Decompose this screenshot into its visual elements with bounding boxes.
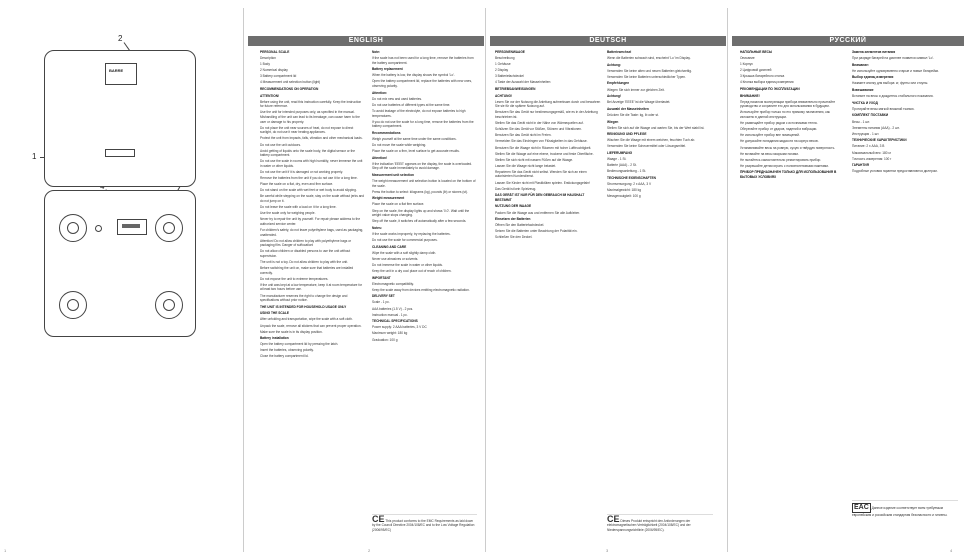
- paragraph: Unpack the scale, remove all stickers that can prevent proper operation.: [260, 323, 362, 328]
- section-heading: ГАРАНТИЯ: [852, 163, 869, 168]
- page-number: 1: [4, 548, 7, 553]
- display-brand-text: BARRE: [109, 68, 124, 73]
- section-heading: ВНИМАНИЕ!: [740, 93, 760, 98]
- paragraph: Точность измерения: 100 г: [852, 156, 892, 161]
- english-header: ENGLISH: [248, 36, 484, 46]
- paragraph: Не используйте прибор вне помещений.: [740, 133, 800, 138]
- paragraph: Verwenden Sie keine alten und neuen Batterien gleichzeitig.: [607, 68, 692, 73]
- paragraph: Messgenauigkeit: 100 g: [607, 194, 641, 199]
- section-heading: Recommendations: [372, 130, 401, 135]
- paragraph: Never try to repair the unit by yourself. For repair please address to the authorized service center.: [260, 217, 361, 226]
- section-heading: DAS GERÄT IST NUR FÜR DEN GEBRAUCH IM HAUSHALT BESTIMMT: [495, 193, 585, 202]
- paragraph: Step off the scale, it switches off automatically after a few seconds.: [372, 219, 467, 224]
- callout-1: 1: [32, 152, 37, 161]
- paragraph: Use the scale only for weighing people.: [260, 211, 316, 216]
- russian-column-1: [740, 48, 844, 510]
- unit-button-icon: [95, 225, 102, 232]
- deutsch-column-2: [607, 48, 713, 510]
- paragraph: Lassen Sie Kinder nicht mit Plastiktüten spielen. Erstickungsgefahr!: [495, 180, 591, 185]
- callout-2: 2: [118, 34, 123, 43]
- section-heading: Взвешивание: [852, 88, 874, 93]
- section-heading: PERSONAL SCALE: [260, 50, 290, 54]
- paragraph: Do not allow children or disabled persons to use the unit without supervision.: [260, 249, 351, 258]
- paragraph: Не разрешайте детям играть с полиэтиленовыми пакетами.: [740, 163, 829, 168]
- paragraph: For children's safety, do not leave polyethylene bags, used as packaging, unattended.: [260, 227, 364, 237]
- paragraph: Open the battery compartment lid by pressing the latch.: [260, 342, 339, 347]
- section-heading: REINIGUNG UND PFLEGE: [607, 132, 647, 137]
- paragraph: Be careful while stepping on the scale, stay on the scale without jerks and do not jump on it.: [260, 194, 365, 203]
- divider: [485, 8, 486, 552]
- paragraph: 4 Measurement unit selection button (light): [260, 80, 321, 85]
- paragraph: Beschreibung: [495, 56, 515, 61]
- paragraph: Insert the batteries, observing polarity.: [260, 348, 314, 353]
- paragraph: Используйте прибор только по его прямому назначению, как изложено в данной инструкции.: [740, 110, 830, 120]
- scale-bottom-view: [44, 190, 196, 337]
- paragraph: Встаньте на весы и дождитесь стабильного показания.: [852, 94, 934, 99]
- paragraph: Power supply: 2 AAA batteries, 3 V DC: [372, 325, 427, 330]
- paragraph: Graduation: 100 g: [372, 337, 398, 342]
- paragraph: The unit is not a toy. Do not allow children to play with the unit.: [260, 259, 348, 264]
- paragraph: After unfolding and transportation, wipe the scale with a soft cloth.: [260, 317, 353, 322]
- english-footer: [372, 514, 477, 532]
- scale-foot: [59, 291, 87, 319]
- section-heading: Achtung:: [607, 62, 621, 67]
- section-heading: LIEFERUMFANG: [607, 151, 633, 155]
- section-heading: Note:: [372, 50, 381, 54]
- paragraph: 1 Body: [260, 62, 270, 67]
- paragraph: Элементы питания (ААА) - 2 шт.: [852, 125, 900, 130]
- paragraph: Stellen Sie das Gerät nicht in der Nähe von Wärmequellen auf.: [495, 121, 584, 126]
- paragraph: Never use abrasives or solvents.: [372, 256, 419, 261]
- paragraph: Stellen Sie sich nicht mit nassen Füßen auf die Waage.: [495, 157, 574, 162]
- section-heading: КОМПЛЕКТ ПОСТАВКИ: [852, 113, 889, 118]
- paragraph: Устанавливайте весы на ровную, сухую и твёрдую поверхность.: [740, 145, 836, 150]
- paragraph: Batterie (AAA) - 2 St.: [607, 163, 637, 168]
- paragraph: Wenn die Batterien schwach sind, erscheint 'Lo' im Display.: [607, 56, 691, 61]
- paragraph: Do not use the unit if it is damaged or not working properly.: [260, 169, 344, 174]
- paragraph: Verwenden Sie keine Batterien unterschiedlicher Typen.: [607, 74, 686, 79]
- paragraph: Place the scale on a flat firm surface.: [372, 202, 425, 207]
- paragraph: Do not stand on the scale with wet feet or wet body to avoid slipping.: [260, 188, 357, 193]
- section-heading: Внимание:: [852, 62, 869, 67]
- section-heading: TECHNISCHE EIGENSCHAFTEN: [607, 175, 656, 180]
- scale-foot: [155, 291, 183, 319]
- paragraph: Перед началом эксплуатации прибора внимательно прочитайте руководство и сохраните его для использования в будущем.: [740, 99, 836, 109]
- paragraph: Do not move the scale while weighing.: [372, 143, 427, 147]
- paragraph: If the scale has not been used for a long time, remove the batteries from the battery compartment.: [372, 56, 474, 65]
- russian-footer: [852, 500, 958, 517]
- paragraph: Remove the batteries from the unit if you do not use it for a long time.: [260, 176, 358, 181]
- divider: [243, 8, 244, 552]
- paragraph: Do not use the unit outdoors.: [260, 142, 301, 147]
- paragraph: Press the button to select: kilograms (kg), pounds (lb) or stones (st).: [372, 189, 468, 194]
- paragraph: Packen Sie die Waage aus und entfernen Sie alle Aufkleber.: [495, 210, 580, 215]
- paragraph: Нажмите кнопку для выбора: кг, фунты или стоуны.: [852, 81, 929, 86]
- paragraph: Attention! Do not allow children to play with polyethylene bags or packaging film. Danger of suffocation!: [260, 238, 352, 248]
- paragraph: Keep the scale away from devices emitting electromagnetic radiation.: [372, 287, 470, 292]
- paragraph: Wipe the scale with a soft slightly damp cloth.: [372, 250, 437, 255]
- paragraph: Не пытайтесь самостоятельно ремонтировать прибор.: [740, 157, 822, 162]
- paragraph: Scale - 1 pc.: [372, 300, 390, 305]
- paragraph: Bedienungsanleitung - 1 St.: [607, 169, 647, 174]
- section-heading: NUTZUNG DER WAAGE: [495, 204, 532, 209]
- paragraph: Öffnen Sie den Batteriefachdeckel.: [495, 223, 545, 228]
- paragraph: 1 Gehäuse: [495, 62, 511, 67]
- paragraph: Benutzen Sie die Waage nicht in Räumen mit hoher Luftfeuchtigkeit.: [495, 145, 592, 150]
- paragraph: Instruction manual - 1 pc.: [372, 312, 408, 317]
- section-heading: Weight measurement: [372, 196, 405, 201]
- paragraph: Close the battery compartment lid.: [260, 354, 309, 359]
- section-heading: Battery installation: [260, 336, 289, 341]
- russian-column-2: [852, 48, 958, 510]
- section-heading: ЧИСТКА И УХОД: [852, 100, 878, 105]
- paragraph: Не допускайте попадания жидкости на корпус весов.: [740, 139, 819, 144]
- paragraph: Drücken Sie die Taste: kg, lb oder st.: [607, 112, 659, 117]
- section-heading: ATTENTION!: [260, 93, 280, 98]
- section-heading: BETRIEBSANWEISUNGEN: [495, 87, 536, 92]
- paragraph: 2 Display: [495, 68, 509, 73]
- paragraph: Wischen Sie die Waage mit einem weichen, feuchten Tuch ab.: [607, 138, 696, 143]
- paragraph: Весы - 1 шт.: [852, 119, 870, 124]
- section-heading: ACHTUNG!: [495, 93, 512, 98]
- paragraph: Описание: [740, 56, 755, 61]
- section-heading: PERSONENWAAGE: [495, 50, 525, 54]
- paragraph: Reparieren Sie das Gerät nicht selbst. Wenden Sie sich an einen autorisierten Kundendienst.: [495, 169, 587, 179]
- section-heading: DELIVERY SET: [372, 294, 395, 299]
- paragraph: Maximalgewicht: 180 kg: [607, 188, 642, 193]
- page-number: 3: [606, 548, 609, 553]
- section-heading: РЕКОМЕНДАЦИИ ПО ЭКСПЛУАТАЦИИ: [740, 87, 800, 92]
- paragraph: Питание: 2 х ААА, 3 В: [852, 144, 885, 149]
- page-number: 2: [368, 548, 371, 553]
- scale-foot: [59, 214, 87, 242]
- paragraph: To avoid leakage of the electrolyte, do not expose batteries to high temperatures.: [372, 108, 466, 118]
- paragraph: 1 Корпус: [740, 62, 753, 67]
- paragraph: При разряде батарей на дисплее появится символ 'Lo'.: [852, 56, 934, 61]
- paragraph: If the unit was kept at a low temperature, keep it at room temperature for at least two hours before use.: [260, 282, 363, 292]
- paragraph: Wiegen Sie sich immer zur gleichen Zeit.: [607, 87, 665, 92]
- paragraph: Setzen Sie die Batterien unter Beachtung der Polarität ein.: [495, 229, 578, 234]
- paragraph: Place the scale on a firm, level surface to get accurate results.: [372, 149, 460, 154]
- section-heading: Wiegen: [607, 119, 619, 124]
- paragraph: Stromversorgung: 2 x AAA, 3 V: [607, 181, 652, 186]
- section-heading: USING THE SCALE: [260, 311, 290, 316]
- deutsch-footer-text: Dieses Produkt entspricht den Anforderungen der elektromagnetischen Verträglichkeit (2004/108/EC) und der Niederspannungsrichtlinie (2006/95/EC).: [607, 519, 691, 532]
- page-number: 4: [950, 548, 953, 553]
- deutsch-column-1: [495, 48, 601, 510]
- ce-mark: CE: [372, 514, 385, 524]
- numerical-display: [105, 63, 137, 85]
- paragraph: Electromagnetic compatibility.: [372, 281, 414, 286]
- paragraph: Use the unit for intended purposes only, as specified in the manual. Mishandling of the unit can lead to its breakage, can cause harm to the user or damage to his property.: [260, 110, 360, 124]
- paragraph: 3 Battery compartment lid: [260, 74, 297, 79]
- english-footer-text: This product conforms to the EMC Requirements as laid down by the Council Directive 2004/108/EC and to the Low Voltage Regulation (2006/95/EC): [372, 519, 475, 532]
- paragraph: Das Gerät ist kein Spielzeug.: [495, 186, 537, 191]
- paragraph: Stellen Sie sich auf die Waage und warten Sie, bis der Wert stabil ist.: [607, 125, 705, 130]
- paragraph: Open the battery compartment lid, replace the batteries with new ones, observing polarity.: [372, 79, 472, 89]
- paragraph: Do not use the scale in rooms with high humidity, never immerse the unit in water or other liquids.: [260, 159, 363, 168]
- paragraph: 2 Цифровой дисплей: [740, 68, 772, 73]
- paragraph: Протирайте весы мягкой влажной тканью.: [852, 106, 915, 111]
- section-heading: Batteriewechsel: [607, 50, 632, 54]
- english-column-1: [260, 48, 365, 510]
- paragraph: Step on the scale, the display lights up and shows '0.0'. Wait until the weight value stops changing.: [372, 208, 470, 218]
- paragraph: Do not use batteries of different types at the same time.: [372, 102, 451, 107]
- paragraph: Benutzen Sie das Gerät nur bestimmungsgemäß, wie es in der Anleitung beschrieben ist.: [495, 110, 598, 120]
- paragraph: Weigh yourself at the same time under the same conditions.: [372, 136, 457, 141]
- section-heading: Attention:: [372, 90, 388, 95]
- section-heading: ПРИБОР ПРЕДНАЗНАЧЕН ТОЛЬКО ДЛЯ ИСПОЛЬЗОВАНИЯ В БЫТОВЫХ УСЛОВИЯХ: [740, 170, 837, 179]
- paragraph: Do not immerse the scale in water or other liquids.: [372, 262, 443, 267]
- paragraph: Verwenden Sie keine Scheuermittel oder Lösungsmittel.: [607, 144, 687, 149]
- section-heading: Выбор единиц измерения: [852, 75, 894, 80]
- paragraph: Description: [260, 56, 276, 61]
- russian-footer-text: Данное изделие соответствует всем требуемым европейским и российским стандартам безопасности и гигиены.: [852, 506, 948, 517]
- paragraph: If you do not use the scale for a long time, remove the batteries from the battery compartment.: [372, 119, 474, 129]
- paragraph: 4 Кнопка выбора единиц измерения: [740, 80, 794, 85]
- section-heading: RECOMMENDATIONS ON OPERATION: [260, 87, 319, 92]
- paragraph: 3 Batteriefachdeckel: [495, 74, 524, 79]
- deutsch-footer: [607, 514, 713, 532]
- paragraph: 2 Numerical display: [260, 68, 288, 73]
- product-drawing-panel: [0, 0, 242, 560]
- paragraph: Avoid getting of liquids onto the scale body, the digital sensor or the battery compartment.: [260, 148, 356, 158]
- battery-compartment-icon: [117, 219, 147, 235]
- section-heading: CLEANING AND CARE: [372, 244, 407, 249]
- section-heading: Battery replacement: [372, 67, 403, 72]
- deutsch-header: DEUTSCH: [490, 36, 726, 46]
- section-heading: Achtung!: [607, 94, 621, 99]
- paragraph: Schützen Sie das Gerät vor Stößen, Stürzen und Vibrationen.: [495, 127, 582, 132]
- paragraph: Do not expose the unit to extreme temperatures.: [260, 276, 329, 281]
- paragraph: AAA batteries (1.5 V) - 2 pcs.: [372, 306, 414, 311]
- ce-mark: CE: [607, 514, 620, 524]
- paragraph: Protect the unit from impacts, falls, vibration and other mechanical loads.: [260, 136, 363, 141]
- section-heading: IMPORTANT: [372, 275, 391, 280]
- section-heading: ТЕХНИЧЕСКИЕ ХАРАКТЕРИСТИКИ: [852, 138, 907, 143]
- eac-mark: EAC: [854, 504, 869, 511]
- paragraph: Place the scale on a flat, dry, even and firm surface.: [260, 182, 334, 187]
- paragraph: Benutzen Sie das Gerät nicht im Freien.: [495, 133, 552, 138]
- paragraph: Инструкция - 1 шт.: [852, 131, 880, 136]
- scale-top-view: [44, 50, 196, 187]
- paragraph: 4 Taste der Auswahl der Masseinheiten: [495, 80, 551, 85]
- section-heading: THE UNIT IS INTENDED FOR HOUSEHOLD USAGE ONLY: [260, 304, 347, 309]
- section-heading: Замена элементов питания: [852, 50, 896, 54]
- paragraph: Do not use the scale for commercial purposes.: [372, 238, 438, 242]
- paragraph: Vermeiden Sie das Eindringen von Flüssigkeiten in das Gehäuse.: [495, 139, 588, 144]
- section-heading: Attention!: [372, 155, 388, 160]
- section-heading: Empfehlungen: [607, 81, 630, 86]
- paragraph: Do not place the unit near sources of heat, do not expose to direct sunlight, do not use it near heating appliances.: [260, 125, 354, 135]
- english-column-2: [372, 48, 477, 510]
- paragraph: Подробные условия гарантии предоставляются дилером.: [852, 169, 938, 174]
- scale-foot: [155, 214, 183, 242]
- paragraph: Lassen Sie die Waage nicht lange belastet.: [495, 163, 557, 168]
- paragraph: Максимальный вес: 180 кг: [852, 150, 892, 155]
- russian-header: РУССКИЙ: [732, 36, 964, 46]
- section-heading: НАПОЛЬНЫЕ ВЕСЫ: [740, 50, 773, 54]
- paragraph: The manufacturer reserves the right to change the design and specifications without prior notice.: [260, 293, 348, 303]
- paragraph: Do not mix new and used batteries.: [372, 96, 422, 101]
- paragraph: The weight measurement unit selection button is located on the bottom of the scale.: [372, 179, 476, 188]
- paragraph: Stellen Sie die Waage auf eine ebene, trockene und feste Oberfläche.: [495, 151, 594, 156]
- section-heading: Auswahl der Masseinheiten: [607, 106, 649, 111]
- paragraph: Maximum weight: 180 kg: [372, 331, 408, 336]
- paragraph: Waage - 1 St.: [607, 157, 627, 162]
- paragraph: Before using the unit, read this instruction carefully. Keep the instruction for future reference.: [260, 99, 362, 109]
- section-heading: Measurement unit selection: [372, 172, 414, 177]
- paragraph: Не вставайте на весы мокрыми ногами.: [740, 151, 799, 156]
- divider: [727, 8, 728, 552]
- paragraph: Оберегайте прибор от ударов, падений и вибрации.: [740, 127, 818, 132]
- paragraph: Do not leave the scale with a load on it for a long time.: [260, 205, 337, 210]
- paragraph: When the battery is low, the display shows the symbol 'Lo'.: [372, 73, 455, 78]
- paragraph: Не размещайте прибор рядом с источниками тепла.: [740, 121, 818, 126]
- paragraph: Keep the unit in a dry cool place out of reach of children.: [372, 268, 452, 273]
- section-heading: TECHNICAL SPECIFICATIONS: [372, 319, 418, 324]
- paragraph: Make sure the scale is in its display position.: [260, 329, 323, 334]
- scale-slot: [105, 149, 135, 157]
- paragraph: Не используйте одновременно старые и новые батарейки.: [852, 68, 940, 73]
- paragraph: If the scale works improperly, try replacing the batteries.: [372, 231, 451, 236]
- section-heading: Notes:: [372, 225, 382, 230]
- paragraph: Schließen Sie den Deckel.: [495, 235, 533, 240]
- paragraph: If the indication 'EEEE' appears on the display, the scale is overloaded. Step off the scale immediately to avoid damage.: [372, 161, 473, 171]
- paragraph: 3 Крышка батарейного отсека: [740, 74, 785, 79]
- paragraph: Before switching the unit on, make sure that batteries are installed correctly.: [260, 266, 354, 275]
- section-heading: Einsetzen der Batterien: [495, 217, 531, 222]
- paragraph: Bei Anzeige 'EEEE' ist die Waage überlastet.: [607, 100, 671, 105]
- paragraph: Lesen Sie vor der Nutzung die Anleitung aufmerksam durch und bewahren Sie sie für die spätere Nutzung auf.: [495, 99, 601, 109]
